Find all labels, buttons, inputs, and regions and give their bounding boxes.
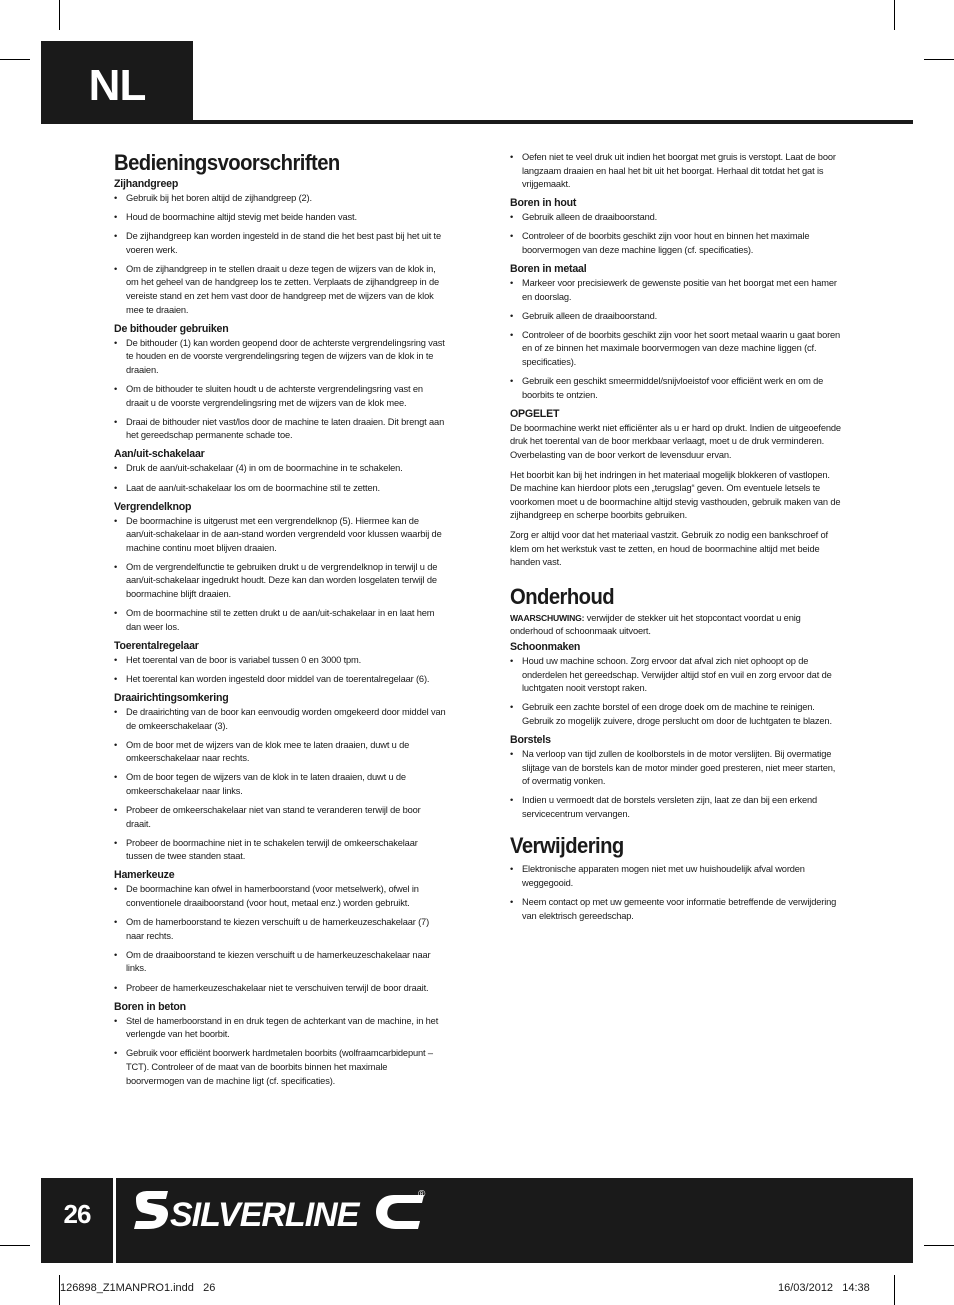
bullet-item: • Om de draaiboorstand te kiezen verschuift u de hamerkeuzeschakelaar naar links. <box>114 949 446 976</box>
bullet-item: • Om de hamerboorstand te kiezen verschuift u de hamerkeuzeschakelaar (7) naar rechts. <box>114 916 446 943</box>
section-title-maintenance: Onderhoud <box>510 583 615 609</box>
maintenance-subsections <box>510 641 842 821</box>
bullet-list <box>114 883 446 995</box>
crop-mark <box>894 0 895 30</box>
bullet-item: • Probeer de boormachine niet in te schakelen terwijl de omkeerschakelaar tussen de twee standen staat. <box>114 837 446 864</box>
bullet-list <box>510 748 842 821</box>
bullet-item: • Probeer de hamerkeuzeschakelaar niet te verschuiven terwijl de boor draait. <box>114 982 446 996</box>
bullet-item: • Gebruik alleen de draaiboorstand. <box>510 310 842 324</box>
bullet-list <box>114 654 446 687</box>
bullet-item: • Indien u vermoedt dat de borstels versleten zijn, laat ze dan bij een erkend servicecentrum vervangen. <box>510 794 842 821</box>
left-column <box>114 150 446 1094</box>
bullet-item: • Het toerental kan worden ingesteld door middel van de toerentalregelaar (6). <box>114 673 446 687</box>
footer-divider <box>113 1178 116 1263</box>
bullet-item: • Om de boormachine stil te zetten drukt u de aan/uit-schakelaar in en laat hem dan weer los. <box>114 607 446 634</box>
bullet-item: • Controleer of de boorbits geschikt zijn voor het soort metaal waarin u gaat boren en of ze binnen het maximale boorvermogen van deze machine liggen (cf. specificaties). <box>510 329 842 370</box>
bullet-item: • De zijhandgreep kan worden ingesteld in de stand die het best past bij het uit te voeren werk. <box>114 230 446 257</box>
subheading: Boren in metaal <box>510 263 587 276</box>
bullet-item: • Het toerental van de boor is variabel tussen 0 en 3000 tpm. <box>114 654 446 668</box>
subheading: De bithouder gebruiken <box>114 322 229 335</box>
bullet-item: • Controleer of de boorbits geschikt zijn voor hout en binnen het maximale boorvermogen van deze machine liggen (cf. specificaties). <box>510 230 842 257</box>
bullet-item: • Om de zijhandgreep in te stellen draait u deze tegen de wijzers van de klok in, om het geheel van de handgreep los te zetten. Verplaats de zijhandgreep in de vereiste stand en zet hem vast door de handgreep met de wijzers van de klok mee te draaien. <box>114 263 446 317</box>
maintenance-warning <box>510 612 842 639</box>
language-tab <box>41 41 193 124</box>
bullet-list <box>114 192 446 317</box>
bullet-item: • Stel de hamerboorstand in en druk tegen de achterkant van de machine, in het verlengde van het boorbit. <box>114 1015 446 1042</box>
subheading: Schoonmaken <box>510 640 581 653</box>
bullet-item: • Neem contact op met uw gemeente voor informatie betreffende de verwijdering van elektrisch gereedschap. <box>510 896 842 923</box>
bullet-item: • Gebruik voor efficiënt boorwerk hardmetalen boorbits (wolfraamcarbidepunt – TCT). Controleer of de maat van de boorbits binnen het maximale boorvermogen van de machine ligt (cf. specificaties). <box>114 1047 446 1088</box>
subheading: Draairichtingsomkering <box>114 692 229 705</box>
bullet-item: • De boormachine is uitgerust met een vergrendelknop (5). Hiermee kan de aan/uit-schakelaar in de aan-stand worden vergrendeld voor klussen waarbij de machine continu moet blijven draaien. <box>114 515 446 556</box>
crop-mark <box>894 1275 895 1305</box>
bullet-item: • Gebruik alleen de draaiboorstand. <box>510 211 842 225</box>
left-sections <box>114 178 446 1088</box>
bullet-list <box>114 515 446 635</box>
subheading: Boren in hout <box>510 197 577 210</box>
bullet-item: • Draai de bithouder niet vast/los door de machine te laten draaien. Dit brengt aan het gereedschap permanente schade toe. <box>114 416 446 443</box>
bullet-item: • Oefen niet te veel druk uit indien het boorgat met gruis is verstopt. Laat de boor langzaam draaien en haal het bit uit het boorgat. Herhaal dit totdat het gat is vrijgemaakt. <box>510 151 842 192</box>
registered-mark: ® <box>418 1189 426 1200</box>
crop-mark <box>0 1245 30 1246</box>
caution-paragraph: Zorg er altijd voor dat het materiaal vastzit. Gebruik zo nodig een bankschroef of klem om het werkstuk vast te zetten, en houd de boormachine altijd met beide handen vast. <box>510 529 828 568</box>
bullet-list <box>510 277 842 402</box>
bullet-item: • Na verloop van tijd zullen de koolborstels in de motor verslijten. Bij overmatige slijtage van de borstels kan de motor minder goed presteren, niet meer starten, of overmatig vonken. <box>510 748 842 789</box>
caution-heading: OPGELET <box>510 407 560 420</box>
right-column <box>510 151 842 929</box>
subheading: Hamerkeuze <box>114 869 175 882</box>
warning-text: verwijder de stekker uit het stopcontact voordat u enig onderhoud of schoonmaak uitvoert. <box>510 612 801 637</box>
crop-mark <box>924 1245 954 1246</box>
bullet-list <box>114 337 446 443</box>
language-code: NL <box>88 61 146 110</box>
bullet-list <box>510 211 842 257</box>
bullet-item: • Houd uw machine schoon. Zorg ervoor dat afval zich niet ophoopt op de onderdelen het gereedschap. Verwijder altijd stof en vuil en zorg ervoor dat de luchtgaten nooit verstopt raken. <box>510 655 842 696</box>
header-rule <box>41 120 913 124</box>
bullet-item: • Markeer voor precisiewerk de gewenste positie van het boorgat met een hamer en doorslag. <box>510 277 842 304</box>
subheading: Zijhandgreep <box>114 178 179 190</box>
caution-paragraph: De boormachine werkt niet efficiënter als u er hard op drukt. Indien de uitgeoefende druk het toerental van de boor merkbaar verlaagt, moet u de druk verminderen. Overbelasting van de boor verkort de levensduur ervan. <box>510 422 841 460</box>
page-number: 26 <box>63 1199 91 1229</box>
bullet-item: • Om de vergrendelfunctie te gebruiken drukt u de vergrendelknop in terwijl u de aan/uit-schakelaar ingedrukt houdt. Deze kan dan worden losgelaten terwijl de boormachine blijft draaien. <box>114 561 446 602</box>
disposal-section <box>510 833 842 923</box>
bullet-item: • Om de bithouder te sluiten houdt u de achterste vergrendelingsring vast en draait u de voorste vergrendelingsring met de wijzers van de klok mee. <box>114 383 446 410</box>
bullet-item: • Laat de aan/uit-schakelaar los om de boormachine stil te zetten. <box>114 482 446 496</box>
bullet-list <box>114 1015 446 1088</box>
bullet-list <box>510 655 842 728</box>
slug-filename: 126898_Z1MANPRO1.indd 26 <box>60 1282 216 1294</box>
bullet-item: • Druk de aan/uit-schakelaar (4) in om de boormachine in te schakelen. <box>114 462 446 476</box>
intro-list <box>510 151 842 192</box>
subheading: Vergrendelknop <box>114 500 192 513</box>
section-title-disposal: Verwijdering <box>510 833 624 859</box>
logo-wordmark: SILVERLINE <box>170 1196 359 1234</box>
maintenance-section <box>510 584 842 822</box>
bullet-item: • Gebruik bij het boren altijd de zijhandgreep (2). <box>114 192 446 206</box>
right-sections <box>510 197 842 402</box>
bullet-list <box>114 706 446 864</box>
warning-label: WAARSCHUWING: <box>510 612 585 623</box>
bullet-item: • De draairichting van de boor kan eenvoudig worden omgekeerd door middel van de omkeerschakelaar (3). <box>114 706 446 733</box>
crop-mark <box>0 59 30 60</box>
bullet-item: • Houd de boormachine altijd stevig met beide handen vast. <box>114 211 446 225</box>
subheading: Boren in beton <box>114 1000 186 1013</box>
caution-text <box>510 422 842 570</box>
subheading: Toerentalregelaar <box>114 639 199 652</box>
bullet-item: • Gebruik een geschikt smeermiddel/snijvloeistof voor efficiënt werk en om de boorbits te ontzien. <box>510 375 842 402</box>
subheading: Aan/uit-schakelaar <box>114 448 205 461</box>
bullet-list <box>114 462 446 495</box>
bullet-item: • Probeer de omkeerschakelaar niet van stand te veranderen terwijl de boor draait. <box>114 804 446 831</box>
crop-mark <box>59 0 60 30</box>
subheading: Borstels <box>510 733 551 746</box>
bullet-item: • De boormachine kan ofwel in hamerboorstand (voor metselwerk), ofwel in conventionele draaiboorstand (voor hout, metaal enz.) worden gebruikt. <box>114 883 446 910</box>
bullet-item: • Om de boor tegen de wijzers van de klok in te laten draaien, duwt u de omkeerschakelaar naar links. <box>114 771 446 798</box>
disposal-list <box>510 863 842 923</box>
bullet-item: • De bithouder (1) kan worden geopend door de achterste vergrendelingsring vast te houden en de voorste vergrendelingsring tegen de wijzers van de klok in te draaien. <box>114 337 446 378</box>
section-title-operation: Bedieningsvoorschriften <box>114 150 340 175</box>
bullet-item: • Om de boor met de wijzers van de klok mee te laten draaien, duwt u de omkeerschakelaar naar rechts. <box>114 739 446 766</box>
caution-paragraph: Het boorbit kan bij het indringen in het materiaal mogelijk blokkeren of vastlopen. De machine kan hierdoor plots een „terugslag“ geven. Om eventuele letsels te voorkomen moet u de boormachine altijd stevig vasthouden, gebruik maken van de zijhandgreep en scherpe boorbits gebruiken. <box>510 469 841 521</box>
crop-mark <box>924 59 954 60</box>
silverline-logo <box>132 1187 428 1235</box>
bullet-item: • Gebruik een zachte borstel of een droge doek om de machine te reinigen. Gebruik zo mogelijk zuivere, droge perslucht om door de luchtgaten te blazen. <box>510 701 842 728</box>
slug-timestamp: 16/03/2012 14:38 <box>778 1282 870 1294</box>
bullet-item: • Elektronische apparaten mogen niet met uw huishoudelijk afval worden weggegooid. <box>510 863 842 890</box>
